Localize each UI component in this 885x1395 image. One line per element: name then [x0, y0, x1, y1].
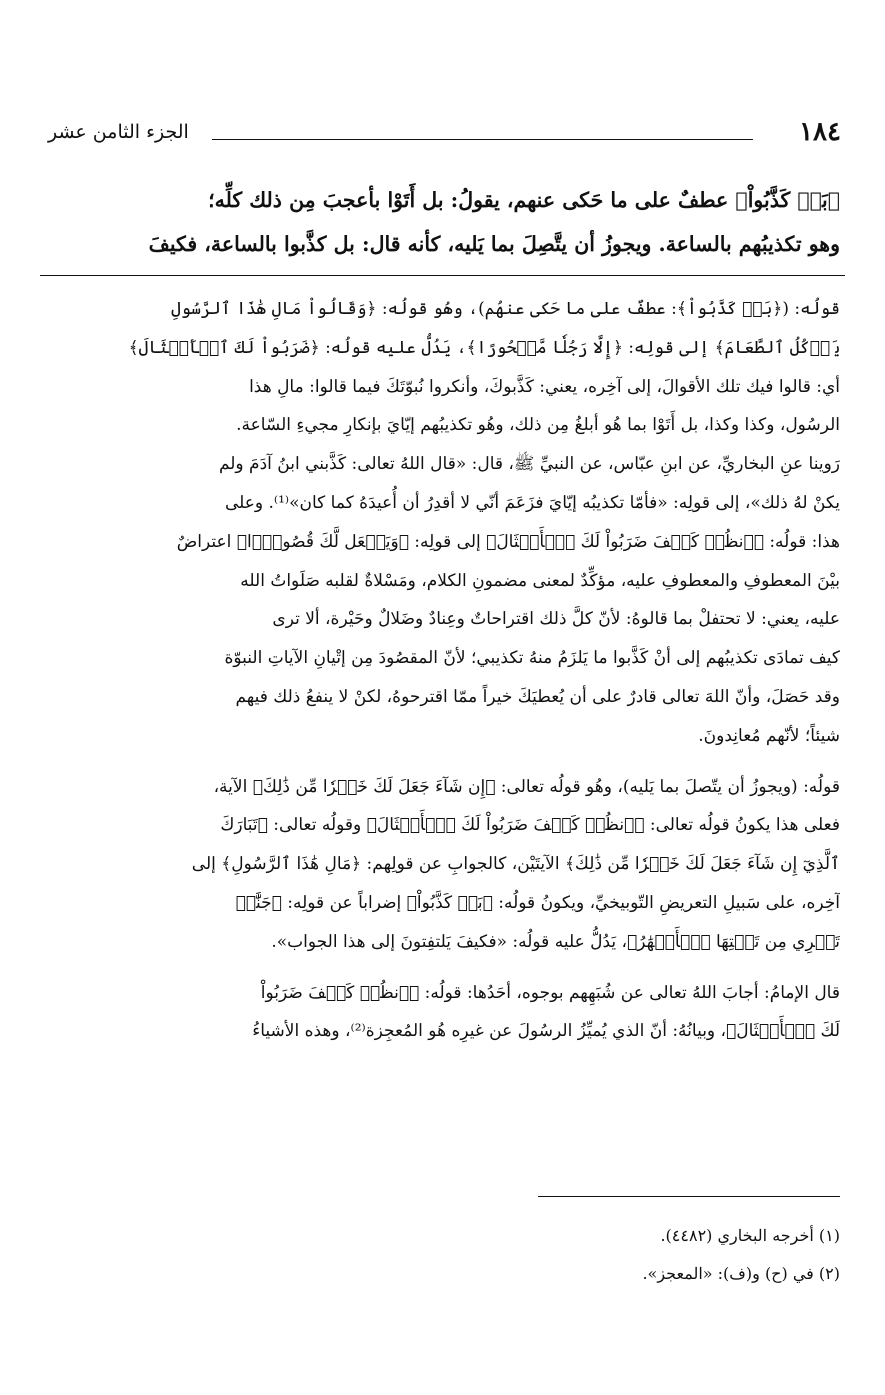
footnote: (١) أخرجه البخاري (٤٤٨٢). [660, 1226, 840, 1245]
commentary-line: رَوينا عنِ البخاريِّ، عن ابنِ عبّاس، عن النبيِّ ﷺ، قال: «قال اللهُ تعالى: كَذَّبني ابنُ آدَمَ ولم [218, 454, 840, 475]
commentary-line: لَكَ ٱلۡأَمۡثَالَ﴾، وبيانُهُ: أنّ الذي يُميِّزُ الرسُولَ عن غيرِه هُو المُعجِزة⁽²⁾، وهذه الأشياءُ [252, 1021, 840, 1042]
commentary-line: الرسُول، وكذا وكذا، بل أَتَوْا بما هُو أبلغُ مِن ذلك، وهُو تكذيبُهم إيّايَ بإنكارِ مجيءِ السّاعة. [236, 415, 840, 436]
main-text-line: ﴿بَلۡ كَذَّبُواْ﴾ عطفٌ على ما حَكى عنهم، يقولُ: بل أَتَوْا بأعجبَ مِن ذلك كلِّه؛ [208, 188, 840, 212]
commentary-line: يكنْ لهُ ذلك»، إلى قولِه: «فأمّا تكذيبُه إيّايَ فزَعَمَ أنّي لا أقدِرُ أن أُعيدَهُ كما كان»⁽¹⁾. وعلى [224, 492, 840, 513]
commentary-line: كيف تمادَى تكذيبُهم إلى أنْ كَذَّبوا ما يَلزَمُ منهُ تكذيبي؛ لأنّ المقصُودَ مِن إتْيانِ الآياتِ النبوّة [224, 648, 840, 669]
commentary [40, 290, 840, 1063]
commentary-paragraph [40, 290, 840, 756]
footnotes [40, 1217, 840, 1293]
commentary-line: وقد حَصَلَ، وأنّ اللهَ تعالى قادرٌ على أن يُعطيَكَ خيراً ممّا اقترحوهُ، لكنْ لا ينفعُ ذلك فيهم [235, 686, 840, 707]
commentary-line: فعلى هذا يكونُ قولُه تعالى: ﴿ٱنظُرۡ كَيۡفَ ضَرَبُواْ لَكَ ٱلۡأَمۡثَالَ﴾ وقولُه تعالى: ﴿تَبَارَكَ [220, 815, 840, 836]
commentary-line: تَجۡرِي مِن تَحۡتِهَا ٱلۡأَنۡهَٰرُ﴾، يَدُلُّ عليه قولُه: «فكيفَ يَلتفِتونَ إلى هذا الجواب». [271, 931, 840, 952]
running-title: الجزء الثامن عشر [48, 121, 189, 143]
commentary-line: بيْنَ المعطوفِ والمعطوفِ عليه، مؤكِّدٌ لمعنى مضمونِ الكلام، ومَسْلاةٌ لقلبه صَلَواتُ الله [240, 570, 840, 591]
commentary-paragraph [40, 768, 840, 962]
text-commentary-divider [40, 275, 845, 276]
page-header [40, 112, 845, 152]
commentary-line: ٱلَّذِيٓ إِن شَآءَ جَعَلَ لَكَ خَيۡرٗا مِّن ذَٰلِكَ﴾ الآيتَيْن، كالجوابِ عن قولِهم: ﴿مَالِ هَٰذَا ٱلرَّسُولِ﴾ إلى [191, 854, 840, 875]
footnote-rule [538, 1196, 840, 1197]
commentary-line: عليه، يعني: لا تحتفلْ بما قالوهُ: لأنّ كلَّ ذلك اقتراحاتٌ وعِنادٌ وضَلالٌ وحَيْرة، ألا ترى [272, 609, 840, 630]
commentary-line: قولُه: (﴿بَلۡ كَذَّبُواْ﴾: عطفٌ على ما حَكى عنهُم)، وهُو قولُه: ﴿وَقَالُواْ مَالِ هَٰذَا ٱلرَّسُولِ [171, 299, 840, 319]
page-number: ١٨٤ [799, 117, 841, 147]
footnote: (٢) في (ح) و(ف): «المعجز». [642, 1264, 840, 1283]
header-rule [212, 139, 753, 140]
commentary-line: قولُه: (ويجوزُ أن يتّصلَ بما يَليه)، وهُو قولُه تعالى: ﴿إِن شَآءَ جَعَلَ لَكَ خَيۡرٗا مِّن ذَٰلِكَ﴾ الآية، [213, 776, 840, 797]
main-text [43, 178, 840, 266]
commentary-line: قال الإمامُ: أجابَ اللهُ تعالى عن شُبَهِهم بوجوه، أحَدُها: قولُه: ﴿ٱنظُرۡ كَيۡفَ ضَرَبُواْ [260, 982, 840, 1003]
commentary-line: آخِره، على سَبيلِ التعريضِ التّوبيخيِّ، ويكونُ قولُه: ﴿بَلۡ كَذَّبُواْ﴾ إضراباً عن قولِه: ﴿جَنَّٰتٖ [235, 892, 840, 913]
commentary-line: أي: قالوا فيك تلك الأقوالَ، إلى آخِره، يعني: كَذَّبوكَ، وأنكروا نُبوّتَكَ فيما قالوا: مالِ هذا [249, 376, 840, 397]
commentary-paragraph [40, 974, 840, 1052]
commentary-line: يَأۡكُلُ ٱلطَّعَامَ﴾ إلى قولِه: ﴿إِلَّا رَجُلٗا مَّسۡحُورًا﴾، يَدُلُّ عليه قولُه: ﴿ضَرَبُواْ لَكَ ٱلۡأَمۡثَالَ﴾ [128, 337, 840, 358]
main-text-line: وهو تكذيبُهم بالساعة. ويجوزُ أن يتَّصِلَ بما يَليه، كأنه قال: بل كذَّبوا بالساعة، فكيفَ [148, 232, 840, 256]
commentary-line: هذا: قولُه: ﴿ٱنظُرۡ كَيۡفَ ضَرَبُواْ لَكَ ٱلۡأَمۡثَالَ﴾ إلى قولِه: ﴿وَيَجۡعَل لَّكَ قُصُورَۢا﴾ اعتراضٌ [176, 531, 840, 552]
commentary-line: شيئاً؛ لأنّهم مُعانِدونَ. [698, 725, 840, 746]
